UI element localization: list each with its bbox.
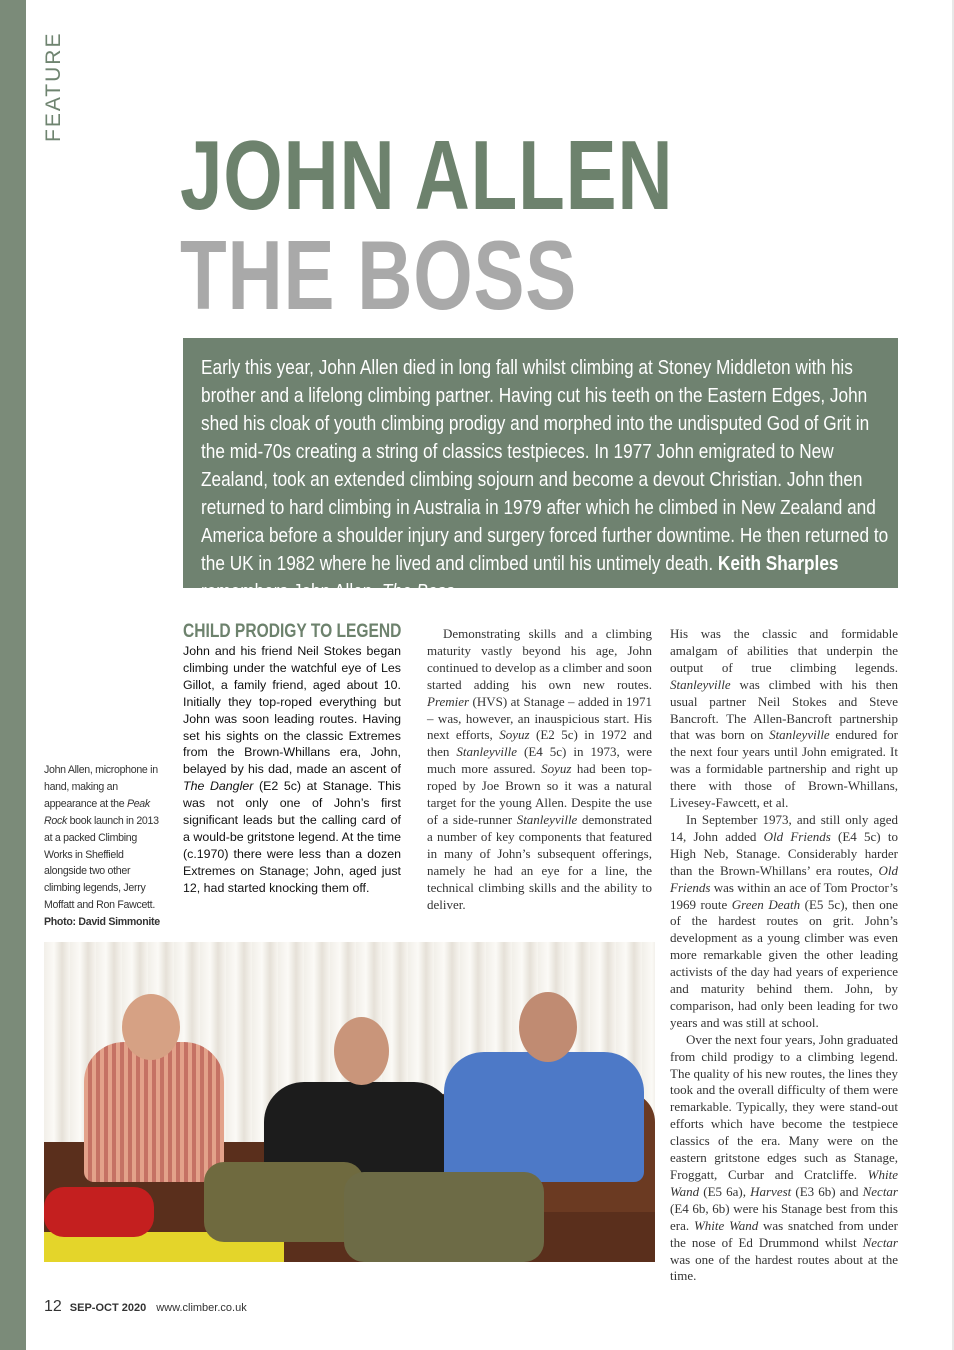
person-right-head (519, 992, 577, 1062)
route-name: White Wand (693, 1217, 759, 1233)
nickname: The Boss (381, 580, 455, 603)
caption-text: John Allen, microphone in hand, making an appearance at the (44, 764, 158, 810)
route-name: Soyuz (541, 761, 572, 777)
standfirst-end: . (454, 580, 460, 603)
page-footer (44, 1298, 247, 1316)
website-url: www.climber.co.uk (156, 1302, 247, 1314)
person-left-shirt (84, 1042, 224, 1182)
person-right-sweater (444, 1052, 644, 1182)
route-name: White Wand (670, 1167, 898, 1199)
route-name: Soyuz (499, 727, 530, 743)
route-name: Stanleyville (516, 811, 578, 827)
headline-line-1: JOHN ALLEN (180, 120, 674, 230)
paragraph-text: (E2 5c) in 1972 and then (427, 727, 652, 760)
paragraph-text: had been top-roped by Joe Brown so it was a natural target for the young Allen. Despite the use of a side-runner (427, 761, 652, 827)
route-name: Nectar (862, 1183, 898, 1199)
standfirst-body: Early this year, John Allen died in long fall whilst climbing at Stoney Middleton with his brother and a lifelong climbing partner. Having cut his teeth on the Eastern Edges, John shed his cloak of youth climbing prodigy and morphed into the undisputed God of Grit in the mid-70s creating a string of classics testpieces. In 1977 John emigrated to New Zealand, took an extended climbing sojourn and become a devout Christian. John then returned to hard climbing in Australia in 1979 after which he climbed in New Zealand and America before a shoulder injury and surgery forced further downtime. He then returned to the UK in 1982 where he lived and climbed until his untimely death. (201, 356, 889, 575)
paragraph-text: was climbed with his then usual partner Neil Stokes and Steve Bancroft. The Allen-Bancroft partnership that was born on (670, 676, 898, 743)
article-paragraph (670, 812, 898, 1032)
article-column-1 (183, 643, 401, 897)
paragraph-text: In September 1973, and still only aged 14, John added (670, 811, 898, 844)
paragraph-text: (E5 6a), (699, 1183, 751, 1199)
headline-line-2: THE BOSS (180, 220, 577, 330)
caption-book-title: Peak Rock (44, 797, 150, 827)
paragraph-text: was snatched from under the nose of Ed Drummond whilst (670, 1217, 898, 1250)
sidebar-stripe (0, 0, 26, 1350)
standfirst-tail: remembers John Allen, (201, 580, 382, 603)
person-left-head (122, 994, 180, 1060)
paragraph-text: (E2 5c) at Stanage. This was not only one of John’s first significant leads but the calling card of a would-be gritstone legend. At the time (c.1970) there were less than a dozen Extremes on Stanage; John, aged just 12, had started knocking them off. (183, 779, 401, 895)
person-middle-legs (204, 1162, 364, 1242)
paragraph-text: endured for the next four years until John emigrated. It was a formidable partnership and right up there with those of Brown-Whillans, Livesey-Fawcett, et al. (670, 727, 898, 811)
paragraph-text: Over the next four years, John graduated from child prodigy to a climbing legend. The quality of his new routes, the lines they took and the overall difficulty of them were remarkable. Typically, they were stand-out efforts which have become the testpiece classics of the era. Many were on the eastern gritstone edges such as Stanage, Froggatt, Curbar and Cratcliffe. (670, 1031, 898, 1182)
paragraph-text: (HVS) at Stanage – added in 1971 – was, however, an inauspicious start. His next efforts, (427, 693, 652, 743)
route-name: Old Friends (670, 862, 898, 895)
route-name: Nectar (862, 1234, 898, 1250)
paragraph-text: (E5 5c), then one of the hardest routes on grit. John’s development as a young climber was even more remarkable given the other leading activists of the day had years of experience and maturity behind them. John, by comparison, had only been leading for two years and was still at school. (670, 896, 898, 1030)
paragraph-text: John and his friend Neil Stokes began climbing under the watchful eye of Les Gillot, a family friend, aged about 10. Initially they top-roped everything but John was soon leading routes. Having set his sights on the classic Extremes from the Brown-Whillans era, John, belayed by his dad, made an ascent of (183, 644, 401, 777)
article-paragraph (427, 626, 652, 913)
paragraph-text: (E4 5c) in 1973, were much more assured. (427, 744, 652, 777)
article-column-2 (427, 626, 652, 913)
paragraph-text: Demonstrating skills and a climbing maturity vastly beyond his age, John continued to develop as a climber and soon started adding his own new routes. (427, 626, 652, 692)
article-column-3 (670, 626, 898, 1285)
caption-text-2: book launch in 2013 at a packed Climbing Works in Sheffield alongside two other climbing legends, Jerry Moffatt and Ron Fawcett. (44, 814, 159, 912)
issue-date: SEP-OCT 2020 (69, 1302, 147, 1314)
photo-caption (44, 762, 164, 931)
route-name: The Dangler (183, 779, 254, 794)
standfirst-box (183, 338, 898, 603)
route-name: Green Death (731, 896, 801, 912)
paragraph-text: His was the classic and formidable amalgam of abilities that underpin the output of true climbing legends. (670, 626, 898, 675)
paragraph-text: was one of the hardest routes about at the time. (670, 1251, 898, 1284)
article-paragraph (670, 626, 898, 812)
paragraph-text: (E4 6b, 6b) were his Stanage best from this era. (670, 1200, 898, 1233)
section-label (28, 31, 78, 152)
route-name: Premier (427, 693, 470, 709)
article-paragraph (670, 1032, 898, 1286)
section-label-text: FEATURE (42, 31, 65, 142)
route-name: Stanleyville (769, 727, 830, 743)
subheading: CHILD PRODIGY TO LEGEND (183, 621, 402, 642)
person-right-legs (344, 1172, 544, 1262)
route-name: Stanleyville (456, 744, 518, 760)
person-middle-head (334, 1017, 389, 1085)
photo-credit: Photo: David Simmonite (44, 916, 160, 929)
paragraph-text: (E3 6b) and (791, 1183, 863, 1199)
route-name: Old Friends (763, 828, 831, 844)
red-helmet (44, 1187, 154, 1237)
page-number: 12 (44, 1298, 62, 1315)
paragraph-text: demonstrated a number of key components that featured in many of John’s subsequent offerings, namely he had an eye for a line, the technical climbing skills and the ability to deliver. (427, 811, 652, 912)
paragraph-text: (E4 5c) to High Neb, Stanage. Considerably harder than the Brown-Whillans’ era routes, (670, 828, 898, 878)
route-name: Harvest (750, 1183, 792, 1199)
author-name: Keith Sharples (717, 552, 839, 575)
standfirst-text (201, 354, 890, 606)
article-paragraph (183, 643, 401, 897)
route-name: Stanleyville (670, 676, 731, 692)
event-photo (44, 942, 655, 1262)
paragraph-text: was within an ace of Tom Proctor’s 1969 route (670, 879, 898, 912)
